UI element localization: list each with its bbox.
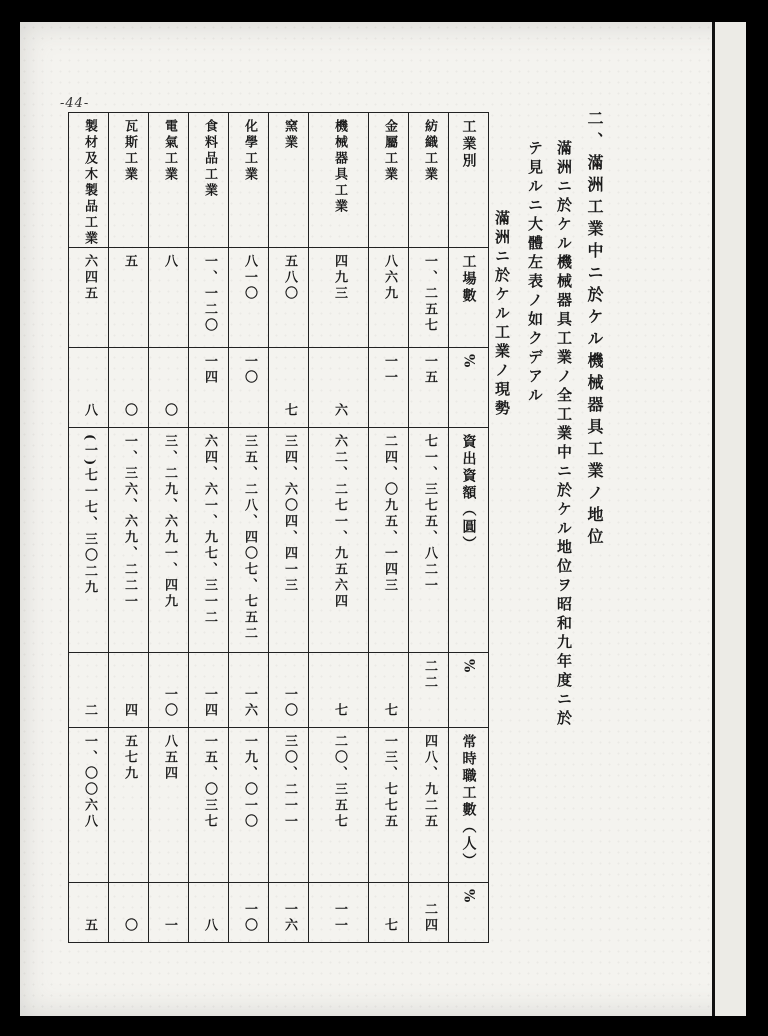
table-cell: 一、一二〇 xyxy=(189,248,229,348)
industry-table xyxy=(68,112,488,934)
table-cell: 八一〇 xyxy=(229,248,269,348)
table-cell: 六二、二七一、九五六四 xyxy=(309,428,369,653)
column-header-percent-factories: % xyxy=(449,348,489,428)
table-cell: 一〇 xyxy=(229,883,269,943)
table-cell: 一一 xyxy=(309,883,369,943)
table-cell: 〇 xyxy=(109,883,149,943)
table-cell: 〇 xyxy=(149,348,189,428)
column-header-percent-workers: % xyxy=(449,883,489,943)
section-heading: 二、滿洲工業中ニ於ケル機械器具工業ノ地位 xyxy=(585,110,604,550)
table-cell: 五 xyxy=(69,883,109,943)
column-header-capital: 資出資額（圓） xyxy=(449,428,489,653)
header-cell: 製材及木製品工業 xyxy=(69,113,109,248)
table-cell: 〇 xyxy=(109,348,149,428)
paragraph-line-2: テ見ルニ大體左表ノ如クデアル xyxy=(526,140,544,406)
table-cell: 一五、〇三七 xyxy=(189,728,229,883)
table-cell: 一〇 xyxy=(229,348,269,428)
table-cell: 三、二九、六九一、四九 xyxy=(149,428,189,653)
table-cell: 二〇、三五七 xyxy=(309,728,369,883)
table-cell: 二 xyxy=(69,653,109,728)
table-cell: 六 xyxy=(309,348,369,428)
table-cell: 一〇 xyxy=(269,653,309,728)
table-cell: 二四、〇九五、一四三 xyxy=(369,428,409,653)
table-title: 滿洲ニ於ケル工業ノ現勢 xyxy=(493,210,511,419)
table-cell: 一六 xyxy=(269,883,309,943)
table-cell: 一九、〇一〇 xyxy=(229,728,269,883)
adjacent-page-strip xyxy=(715,22,746,1016)
table-cell: 四八、九二五 xyxy=(409,728,449,883)
table-cell: 二二 xyxy=(409,653,449,728)
table-cell: 八 xyxy=(149,248,189,348)
header-cell: 瓦斯工業 xyxy=(109,113,149,248)
column-header-industry: 工業別 xyxy=(449,113,489,248)
table-cell: 一〇 xyxy=(149,653,189,728)
header-cell: 窯業 xyxy=(269,113,309,248)
header-cell: 食料品工業 xyxy=(189,113,229,248)
table-cell: 七 xyxy=(369,653,409,728)
table-cell: 五七九 xyxy=(109,728,149,883)
table-cell: 三四、六〇四、四一三 xyxy=(269,428,309,653)
table-cell: (一)七一七、三〇二九 xyxy=(69,428,109,653)
table-cell: 一、二五七 xyxy=(409,248,449,348)
table-cell: 六四五 xyxy=(69,248,109,348)
table-cell: 一、三六、六九、二二一 xyxy=(109,428,149,653)
table-cell: 八 xyxy=(189,883,229,943)
table-cell: 五八〇 xyxy=(269,248,309,348)
table-cell: 六四、六一、九七、三一二 xyxy=(189,428,229,653)
table-cell: 一四 xyxy=(189,348,229,428)
page-number: -44- xyxy=(60,96,90,111)
table-cell: 七 xyxy=(309,653,369,728)
table-cell: 七 xyxy=(369,883,409,943)
table-cell: 一一 xyxy=(369,348,409,428)
header-cell: 電氣工業 xyxy=(149,113,189,248)
column-header-factories: 工場數 xyxy=(449,248,489,348)
table-cell: 一 xyxy=(149,883,189,943)
column-header-workers: 常時職工數（人） xyxy=(449,728,489,883)
table-cell: 一五 xyxy=(409,348,449,428)
header-cell: 金屬工業 xyxy=(369,113,409,248)
table-cell: 一三、七七五 xyxy=(369,728,409,883)
table-cell: 一四 xyxy=(189,653,229,728)
table-cell: 七 xyxy=(269,348,309,428)
table-cell: 八六九 xyxy=(369,248,409,348)
table-cell: 五 xyxy=(109,248,149,348)
paragraph-line-1: 滿洲ニ於ケル機械器具工業ノ全工業中ニ於ケル地位ヲ昭和九年度ニ於 xyxy=(555,140,573,729)
table-cell: 七一、三七五、八二一 xyxy=(409,428,449,653)
table-cell: 三五、二八、四〇七、七五二 xyxy=(229,428,269,653)
table-cell: 八 xyxy=(69,348,109,428)
table-cell: 三〇、二一一 xyxy=(269,728,309,883)
table-cell: 四 xyxy=(109,653,149,728)
table-cell: 八五四 xyxy=(149,728,189,883)
table-cell: 四九三 xyxy=(309,248,369,348)
header-cell: 化學工業 xyxy=(229,113,269,248)
table-cell: 一、〇〇六八 xyxy=(69,728,109,883)
table-cell: 二四 xyxy=(409,883,449,943)
column-header-percent-capital: % xyxy=(449,653,489,728)
header-cell: 機械器具工業 xyxy=(309,113,369,248)
table-cell: 一六 xyxy=(229,653,269,728)
header-cell: 紡織工業 xyxy=(409,113,449,248)
